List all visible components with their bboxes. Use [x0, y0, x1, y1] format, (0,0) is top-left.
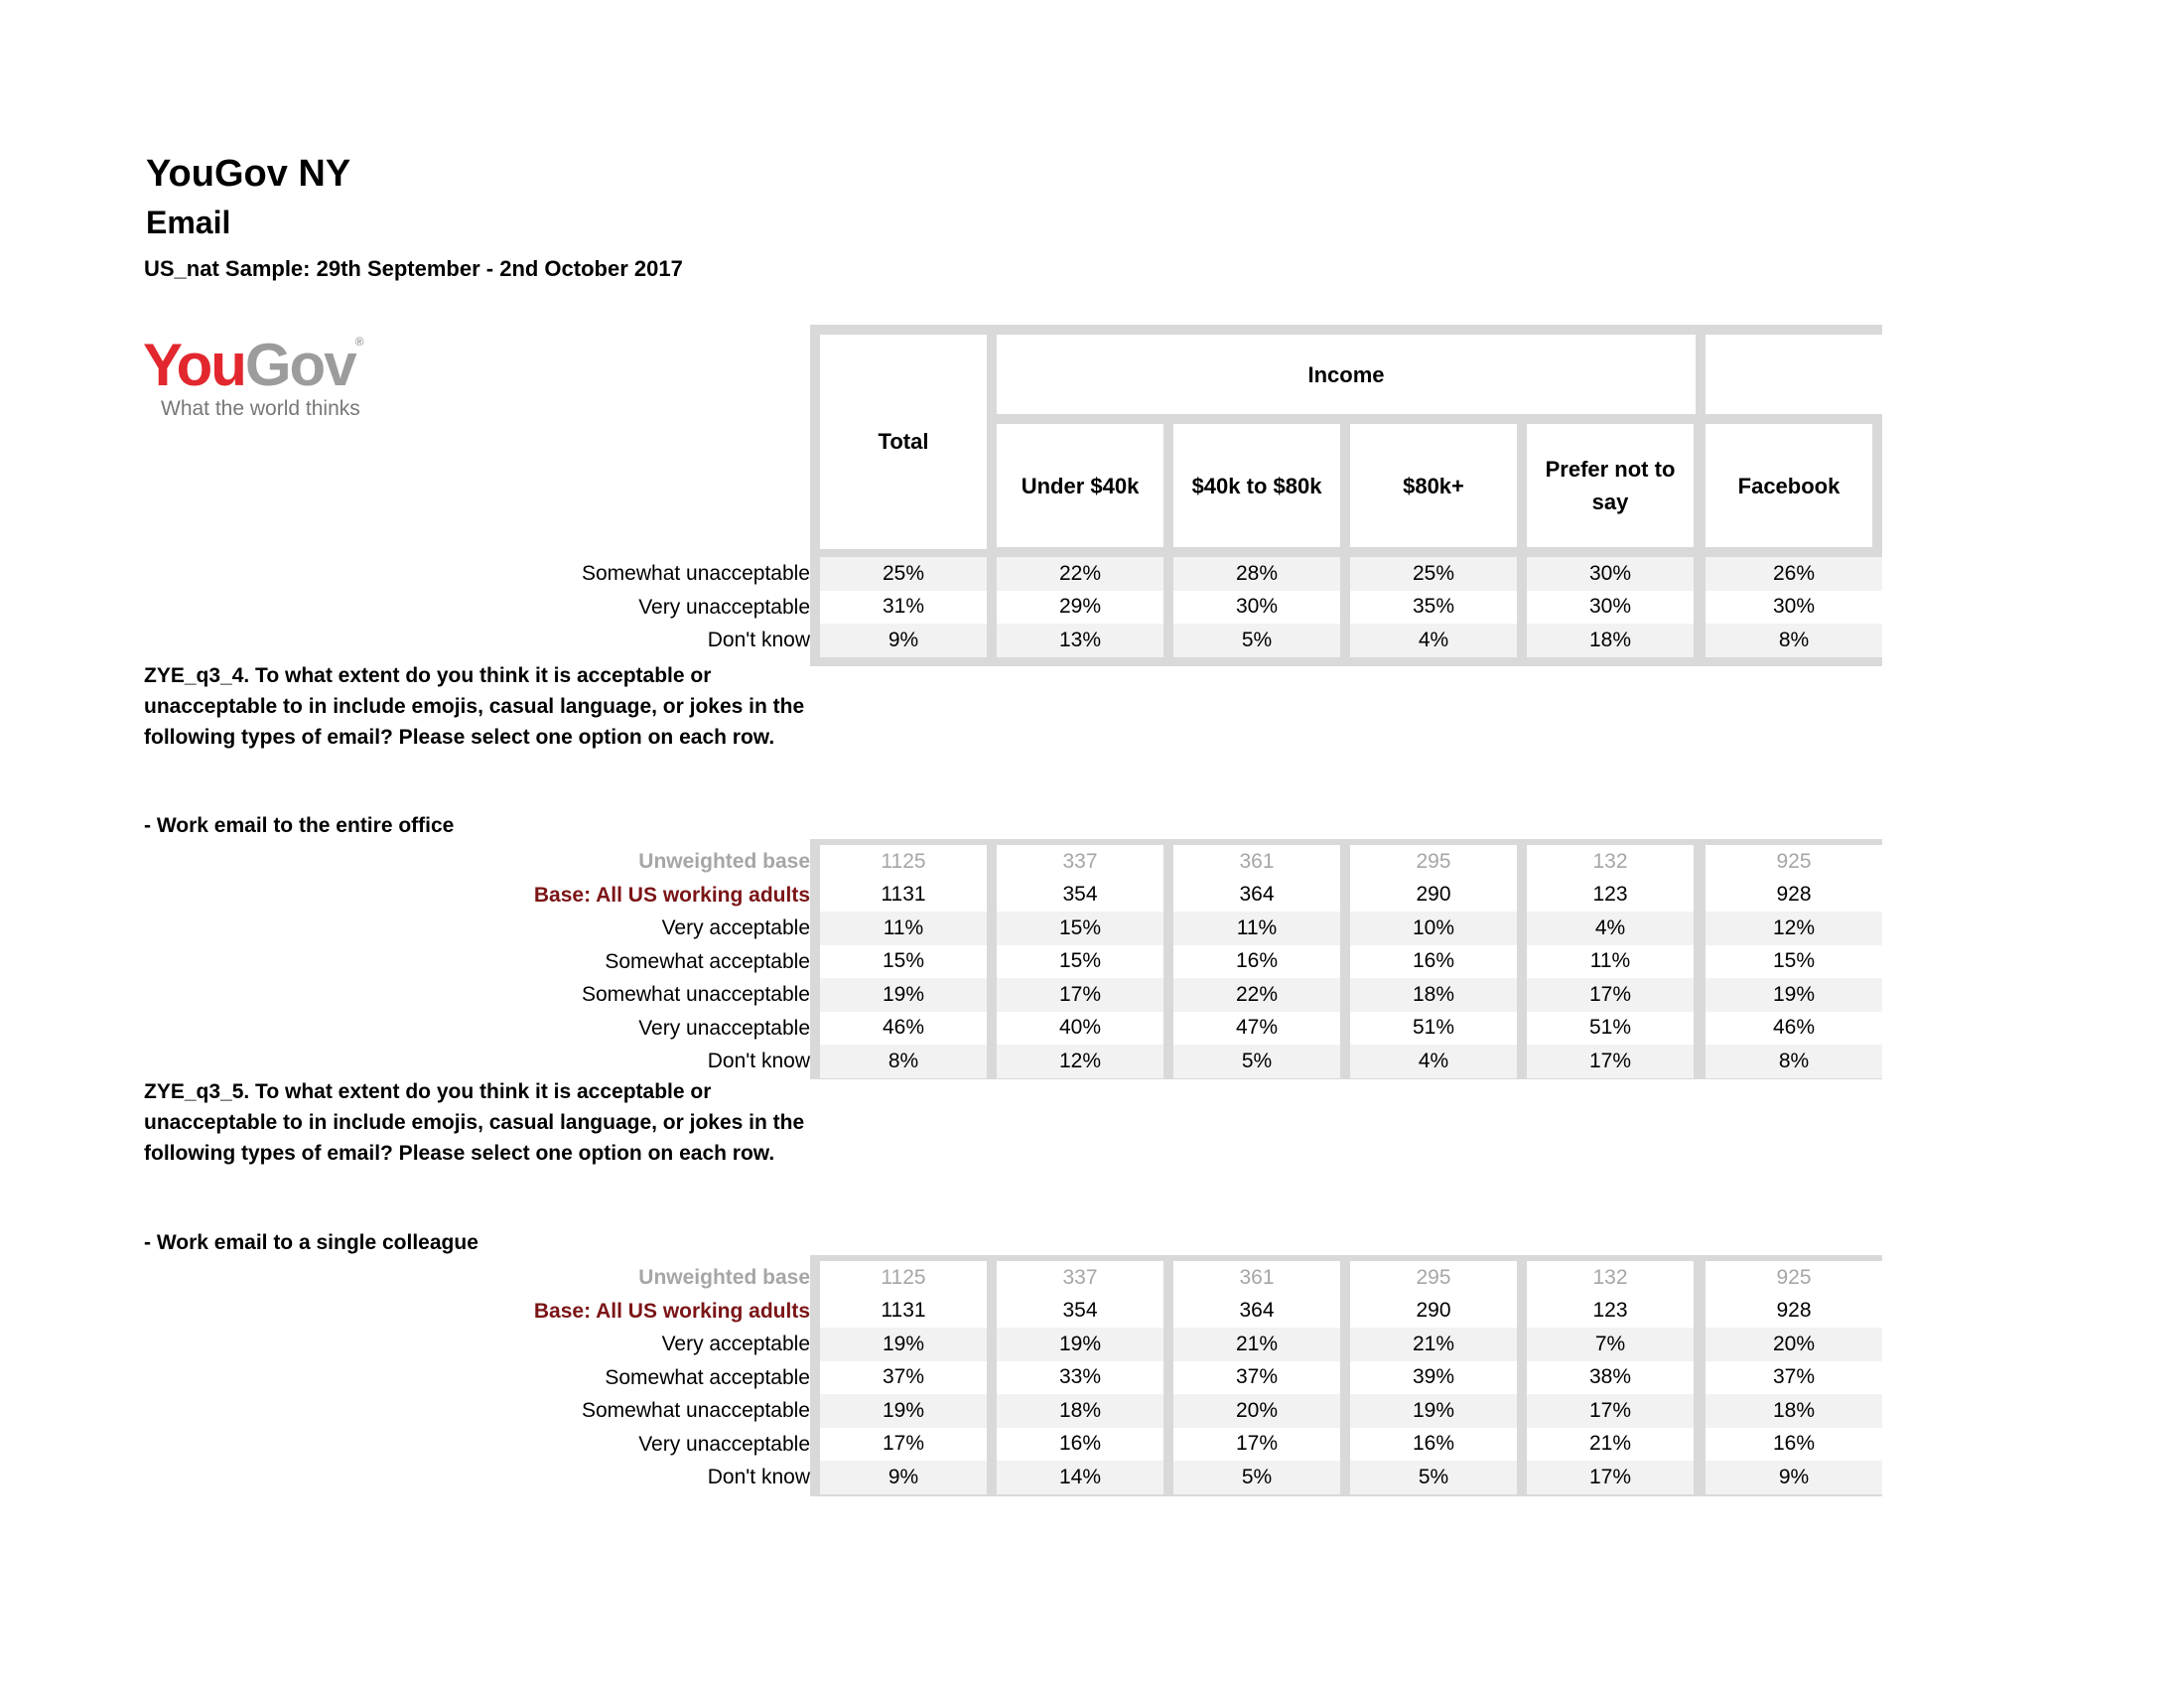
cell-80k-plus: 295	[1350, 1261, 1517, 1295]
cell-facebook: 19%	[1706, 978, 1882, 1012]
cell-total: 15%	[820, 945, 987, 979]
cell-40k-to-80k: 364	[1173, 879, 1340, 913]
cell-total: 19%	[820, 978, 987, 1012]
table-row	[810, 1012, 1882, 1046]
cell-40k-to-80k: 5%	[1173, 1045, 1340, 1078]
row-label: Very unacceptable	[638, 1016, 810, 1040]
row-label-base: Base: All US working adults	[533, 883, 810, 907]
cell-80k-plus: 4%	[1350, 624, 1517, 657]
cell-facebook: 46%	[1706, 1012, 1882, 1046]
row-label-unweighted-base: Unweighted base	[638, 1266, 810, 1289]
cell-facebook: 925	[1706, 1261, 1882, 1295]
cell-facebook: 928	[1706, 1295, 1882, 1329]
cell-40k-to-80k: 364	[1173, 1295, 1340, 1329]
cell-facebook: 15%	[1706, 945, 1882, 979]
row-label: Somewhat acceptable	[605, 1365, 810, 1389]
row-label: Very acceptable	[661, 916, 810, 939]
cell-total: 9%	[820, 624, 987, 657]
cell-under-40k: 337	[997, 845, 1163, 879]
cell-40k-to-80k: 5%	[1173, 1461, 1340, 1494]
cell-total: 1125	[820, 1261, 987, 1295]
cell-prefer-not: 4%	[1527, 912, 1694, 945]
row-label: Somewhat unacceptable	[582, 983, 810, 1006]
cell-total: 17%	[820, 1428, 987, 1462]
cell-total: 1131	[820, 879, 987, 913]
logo-gov: Gov	[244, 332, 355, 398]
cell-40k-to-80k: 20%	[1173, 1394, 1340, 1428]
cell-facebook: 20%	[1706, 1328, 1882, 1361]
column-header-total: Total	[820, 335, 987, 549]
row-label: Somewhat acceptable	[605, 949, 810, 973]
logo-tagline: What the world thinks	[161, 397, 360, 420]
cell-facebook: 928	[1706, 879, 1882, 913]
cell-prefer-not: 21%	[1527, 1428, 1694, 1462]
cell-80k-plus: 51%	[1350, 1012, 1517, 1046]
cell-total: 37%	[820, 1361, 987, 1395]
column-header-block	[810, 325, 1882, 557]
cell-prefer-not: 7%	[1527, 1328, 1694, 1361]
cell-under-40k: 18%	[997, 1394, 1163, 1428]
question-text: ZYE_q3_4. To what extent do you think it is acceptable or unacceptable to in include emojis, casual language, or jokes in the following types of email? Please select one option on each row.	[144, 664, 805, 749]
cell-prefer-not: 17%	[1527, 1461, 1694, 1494]
cell-total: 19%	[820, 1328, 987, 1361]
cell-facebook: 30%	[1706, 591, 1882, 625]
table-row	[810, 845, 1882, 879]
cell-80k-plus: 16%	[1350, 1428, 1517, 1462]
table-row	[810, 1394, 1882, 1428]
cell-40k-to-80k: 47%	[1173, 1012, 1340, 1046]
row-label-unweighted-base: Unweighted base	[638, 850, 810, 873]
row-label: Very acceptable	[661, 1333, 810, 1355]
cell-40k-to-80k: 37%	[1173, 1361, 1340, 1395]
cell-80k-plus: 295	[1350, 845, 1517, 879]
cell-under-40k: 354	[997, 879, 1163, 913]
cell-40k-to-80k: 21%	[1173, 1328, 1340, 1361]
cell-prefer-not: 132	[1527, 1261, 1694, 1295]
cell-80k-plus: 10%	[1350, 912, 1517, 945]
cell-prefer-not: 17%	[1527, 978, 1694, 1012]
cell-40k-to-80k: 11%	[1173, 912, 1340, 945]
table-row	[810, 978, 1882, 1012]
table-row	[810, 945, 1882, 979]
cell-facebook: 8%	[1706, 1045, 1882, 1078]
cell-under-40k: 13%	[997, 624, 1163, 657]
cell-facebook: 12%	[1706, 912, 1882, 945]
cell-total: 25%	[820, 557, 987, 591]
cell-80k-plus: 19%	[1350, 1394, 1517, 1428]
column-header-prefer-not-to-say: Prefer not to say	[1527, 424, 1694, 547]
table-row	[810, 557, 1882, 591]
question-subheading: - Work email to a single colleague	[144, 1231, 478, 1254]
cell-prefer-not: 30%	[1527, 557, 1694, 591]
results-table-q4	[810, 839, 1882, 1079]
sample-description: US_nat Sample: 29th September - 2nd October 2017	[144, 256, 683, 281]
cell-under-40k: 16%	[997, 1428, 1163, 1462]
row-label-base: Base: All US working adults	[533, 1299, 810, 1323]
cell-total: 31%	[820, 591, 987, 625]
logo-registered-mark: ®	[354, 335, 362, 349]
table-row	[810, 1328, 1882, 1361]
cell-prefer-not: 11%	[1527, 945, 1694, 979]
cell-80k-plus: 290	[1350, 1295, 1517, 1329]
cell-40k-to-80k: 5%	[1173, 624, 1340, 657]
cell-80k-plus: 21%	[1350, 1328, 1517, 1361]
row-label: Very unacceptable	[638, 1432, 810, 1456]
table-row	[810, 1261, 1882, 1295]
cell-under-40k: 22%	[997, 557, 1163, 591]
cell-prefer-not: 17%	[1527, 1045, 1694, 1078]
cell-total: 8%	[820, 1045, 987, 1078]
cell-80k-plus: 25%	[1350, 557, 1517, 591]
cell-40k-to-80k: 28%	[1173, 557, 1340, 591]
question-subheading: - Work email to the entire office	[144, 814, 455, 837]
column-group-blank	[1706, 335, 1882, 414]
logo-you: You	[143, 332, 245, 398]
cell-40k-to-80k: 22%	[1173, 978, 1340, 1012]
column-header-40k-to-80k: $40k to $80k	[1173, 424, 1340, 547]
cell-80k-plus: 290	[1350, 879, 1517, 913]
row-label: Somewhat unacceptable	[582, 562, 810, 585]
cell-80k-plus: 16%	[1350, 945, 1517, 979]
cell-40k-to-80k: 30%	[1173, 591, 1340, 625]
cell-facebook: 925	[1706, 845, 1882, 879]
cell-prefer-not: 132	[1527, 845, 1694, 879]
cell-total: 9%	[820, 1461, 987, 1494]
cell-total: 1131	[820, 1295, 987, 1329]
row-label: Very unacceptable	[638, 595, 810, 619]
cell-80k-plus: 35%	[1350, 591, 1517, 625]
cell-under-40k: 17%	[997, 978, 1163, 1012]
row-label: Don't know	[707, 1466, 810, 1488]
cell-prefer-not: 30%	[1527, 591, 1694, 625]
table-row	[810, 879, 1882, 913]
cell-facebook: 16%	[1706, 1428, 1882, 1462]
row-label: Don't know	[707, 629, 810, 651]
cell-facebook: 37%	[1706, 1361, 1882, 1395]
results-table-continued	[810, 557, 1882, 666]
cell-facebook: 9%	[1706, 1461, 1882, 1494]
cell-prefer-not: 38%	[1527, 1361, 1694, 1395]
cell-under-40k: 354	[997, 1295, 1163, 1329]
page-title: YouGov NY	[146, 153, 351, 195]
question-text: ZYE_q3_5. To what extent do you think it is acceptable or unacceptable to in include emojis, casual language, or jokes in the following types of email? Please select one option on each row.	[144, 1080, 805, 1165]
cell-total: 46%	[820, 1012, 987, 1046]
table-row	[810, 1428, 1882, 1462]
cell-40k-to-80k: 361	[1173, 1261, 1340, 1295]
cell-facebook: 18%	[1706, 1394, 1882, 1428]
table-row	[810, 624, 1882, 657]
cell-80k-plus: 39%	[1350, 1361, 1517, 1395]
cell-under-40k: 12%	[997, 1045, 1163, 1078]
cell-prefer-not: 18%	[1527, 624, 1694, 657]
cell-under-40k: 15%	[997, 912, 1163, 945]
table-row	[810, 1461, 1882, 1494]
cell-prefer-not: 17%	[1527, 1394, 1694, 1428]
cell-prefer-not: 123	[1527, 1295, 1694, 1329]
column-header-facebook: Facebook	[1706, 424, 1872, 547]
cell-total: 11%	[820, 912, 987, 945]
cell-40k-to-80k: 16%	[1173, 945, 1340, 979]
cell-under-40k: 40%	[997, 1012, 1163, 1046]
table-row	[810, 1045, 1882, 1078]
column-header-under-40k: Under $40k	[997, 424, 1163, 547]
cell-under-40k: 14%	[997, 1461, 1163, 1494]
cell-80k-plus: 4%	[1350, 1045, 1517, 1078]
row-label: Don't know	[707, 1050, 810, 1072]
cell-under-40k: 29%	[997, 591, 1163, 625]
cell-prefer-not: 123	[1527, 879, 1694, 913]
page-subtitle: Email	[146, 205, 231, 240]
cell-40k-to-80k: 361	[1173, 845, 1340, 879]
cell-80k-plus: 18%	[1350, 978, 1517, 1012]
cell-prefer-not: 51%	[1527, 1012, 1694, 1046]
cell-total: 19%	[820, 1394, 987, 1428]
cell-80k-plus: 5%	[1350, 1461, 1517, 1494]
column-group-income: Income	[997, 335, 1696, 414]
column-header-80k-plus: $80k+	[1350, 424, 1517, 547]
cell-40k-to-80k: 17%	[1173, 1428, 1340, 1462]
yougov-logo	[143, 332, 381, 425]
cell-under-40k: 15%	[997, 945, 1163, 979]
row-label: Somewhat unacceptable	[582, 1399, 810, 1422]
table-row	[810, 1361, 1882, 1395]
cell-under-40k: 33%	[997, 1361, 1163, 1395]
table-row	[810, 591, 1882, 625]
cell-total: 1125	[820, 845, 987, 879]
cell-under-40k: 337	[997, 1261, 1163, 1295]
cell-facebook: 26%	[1706, 557, 1882, 591]
table-row	[810, 912, 1882, 945]
results-table-q5	[810, 1255, 1882, 1496]
cell-under-40k: 19%	[997, 1328, 1163, 1361]
table-row	[810, 1295, 1882, 1329]
cell-facebook: 8%	[1706, 624, 1882, 657]
